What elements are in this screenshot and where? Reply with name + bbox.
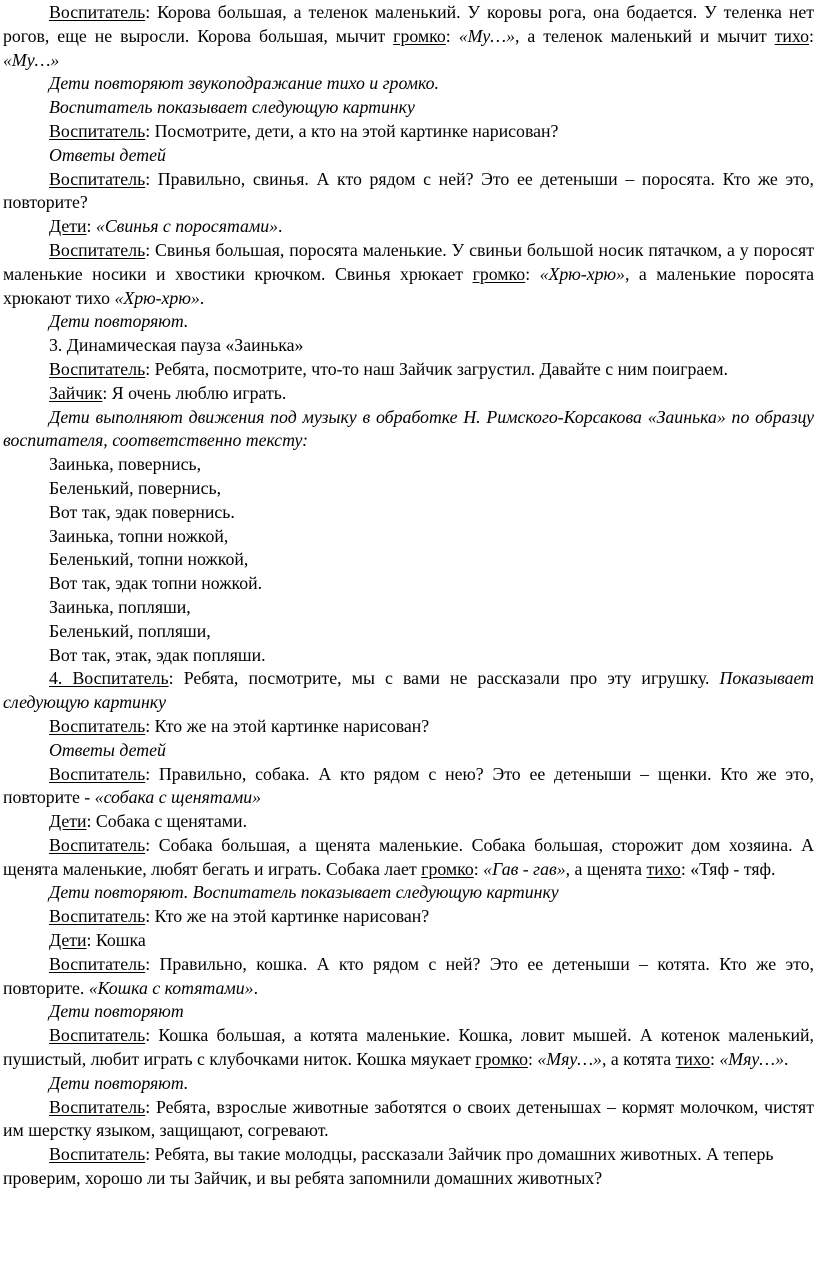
paragraph-bunny-sad: Воспитатель: Ребята, посмотрите, что-то наш Зайчик загрустил. Давайте с ним поиграем. — [49, 358, 728, 379]
paragraph-question: Воспитатель: Посмотрите, дети, а кто на этой картинке нарисован? — [49, 120, 559, 141]
speaker-label: Воспитатель — [49, 763, 146, 784]
paragraph-question: Воспитатель: Кто же на этой картинке нарисован? — [49, 715, 430, 736]
paragraph-children-answer: Дети: Собака с щенятами. — [49, 811, 248, 832]
paragraph-dog-question: Воспитатель: Правильно, собака. А кто рядом с нею? Это ее детеныши – щенки. Кто же это, повторите - «собака с щенятами» — [3, 763, 814, 808]
sound-quote: «собака с щенятами» — [94, 787, 261, 808]
poem-line: Беленький, попляши, — [49, 620, 211, 641]
sound-quote: «Мяу…» — [537, 1049, 602, 1070]
poem-line: Заинька, повернись, — [49, 454, 202, 475]
speaker-label: Воспитатель — [49, 358, 146, 379]
stage-direction: Ответы детей — [49, 144, 166, 165]
speaker-label: Воспитатель — [49, 120, 146, 141]
speaker-label: Дети — [49, 811, 87, 832]
paragraph-cow: Воспитатель: Корова большая, а теленок маленький. У коровы рога, она бодается. У теленка нет рогов, еще не выросли. Корова большая, мычит громко: «Му…», а теленок маленький и мычит тихо: «Му…» — [3, 2, 814, 70]
loud-word: громко — [421, 858, 474, 879]
paragraph-question: Воспитатель: Кто же на этой картинке нарисован? — [49, 906, 430, 927]
poem-line: Беленький, топни ножкой, — [49, 549, 249, 570]
stage-direction: Дети выполняют движения под музыку в обработке Н. Римского-Корсакова «Заинька» по образцу воспитателя, соответственно тексту: — [3, 406, 814, 451]
speaker-label: Воспитатель — [49, 715, 146, 736]
sound-quote: «Хрю-хрю» — [114, 287, 200, 308]
speaker-label: Воспитатель — [49, 239, 146, 260]
poem-line: Вот так, этак, эдак попляши. — [49, 644, 266, 665]
quiet-word: тихо — [774, 25, 810, 46]
speaker-label: Дети — [49, 930, 87, 951]
stage-direction: Ответы детей — [49, 739, 166, 760]
loud-word: громко — [393, 25, 446, 46]
speaker-label: Воспитатель — [49, 2, 146, 22]
stage-direction: Дети повторяют — [49, 1001, 184, 1022]
stage-direction: Воспитатель показывает следующую картинку — [49, 97, 415, 118]
poem-line: Заинька, топни ножкой, — [49, 525, 229, 546]
sound-quote: «Му…» — [3, 49, 60, 70]
quiet-word: тихо — [675, 1049, 711, 1070]
loud-word: громко — [475, 1049, 528, 1070]
paragraph-toy: 4. Воспитатель: Ребята, посмотрите, мы с вами не рассказали про эту игрушку. Показывает следующую картинку — [3, 668, 815, 713]
sound-quote: «Гав - гав» — [483, 858, 566, 879]
speaker-label: Воспитатель — [49, 906, 146, 927]
paragraph-conclusion: Воспитатель: Ребята, вы такие молодцы, рассказали Зайчик про домашних животных. А теперь проверим, хорошо ли ты Зайчик, и вы ребята запомнили домашних животных? — [3, 1144, 774, 1189]
quiet-word: тихо — [646, 858, 681, 879]
stage-direction: Дети повторяют. Воспитатель показывает следующую картинку — [49, 882, 559, 903]
section-heading: 3. Динамическая пауза «Заинька» — [49, 335, 304, 356]
speaker-label: Воспитатель — [49, 1025, 146, 1046]
paragraph-cat: Воспитатель: Кошка большая, а котята маленькие. Кошка, ловит мышей. А котенок маленький, пушистый, любит играть с клубочками ниток. Кошка мяукает громко: «Мяу…», а котята тихо: «Мяу…». — [3, 1025, 814, 1070]
paragraph-bunny: Зайчик: Я очень люблю играть. — [49, 382, 287, 403]
sound-quote: «Хрю-хрю» — [539, 263, 625, 284]
paragraph-pig-question: Воспитатель: Правильно, свинья. А кто рядом с ней? Это ее детеныши – поросята. Кто же это, повторите? — [3, 168, 814, 213]
poem-line: Вот так, эдак топни ножкой. — [49, 573, 263, 594]
paragraph-children-answer: Дети: «Свинья с поросятами». — [49, 216, 283, 237]
stage-direction: Дети повторяют. — [49, 311, 189, 332]
speaker-label: 4. Воспитатель — [49, 668, 169, 689]
sound-quote: «Кошка с котятами» — [88, 977, 254, 998]
speaker-label: Воспитатель — [49, 1144, 146, 1165]
poem-line: Заинька, попляши, — [49, 596, 191, 617]
stage-direction: Дети повторяют. — [49, 1072, 189, 1093]
paragraph-care: Воспитатель: Ребята, взрослые животные заботятся о своих детенышах – кормят молочком, чистят им шерстку языком, защищают, согревают. — [3, 1096, 814, 1141]
sound-quote: «Му…» — [458, 25, 515, 46]
paragraph-pig: Воспитатель: Свинья большая, поросята маленькие. У свиньи большой носик пятачком, а у поросят маленькие носики и хвостики крючком. Свинья хрюкает громко: «Хрю-хрю», а маленькие поросята хрюкают тихо «Хрю-хрю». — [3, 239, 815, 308]
speaker-label: Зайчик — [49, 382, 103, 403]
sound-quote: «Мяу…» — [719, 1049, 784, 1070]
speaker-label: Воспитатель — [49, 168, 146, 189]
paragraph-children-answer: Дети: Кошка — [49, 930, 146, 951]
loud-word: громко — [472, 263, 526, 284]
stage-direction: Дети повторяют звукоподражание тихо и громко. — [49, 73, 439, 94]
poem-line: Беленький, повернись, — [49, 477, 222, 498]
speaker-label: Воспитатель — [49, 1096, 146, 1117]
sound-quote: «Свинья с поросятами» — [95, 216, 279, 237]
paragraph-cat-question: Воспитатель: Правильно, кошка. А кто рядом с ней? Это ее детеныши – котята. Кто же это, повторите. «Кошка с котятами». — [3, 953, 814, 998]
speaker-label: Воспитатель — [49, 953, 146, 974]
poem-line: Вот так, эдак повернись. — [49, 501, 235, 522]
paragraph-dog: Воспитатель: Собака большая, а щенята маленькие. Собака большая, сторожит дом хозяина. А щенята маленькие, любят бегать и играть. Собака лает громко: «Гав - гав», а щенята тихо: «Тяф - тяф. — [3, 834, 814, 879]
stage-direction-inline: Показывает следующую картинку — [3, 668, 815, 713]
speaker-label: Дети — [49, 216, 87, 237]
speaker-label: Воспитатель — [49, 834, 146, 855]
